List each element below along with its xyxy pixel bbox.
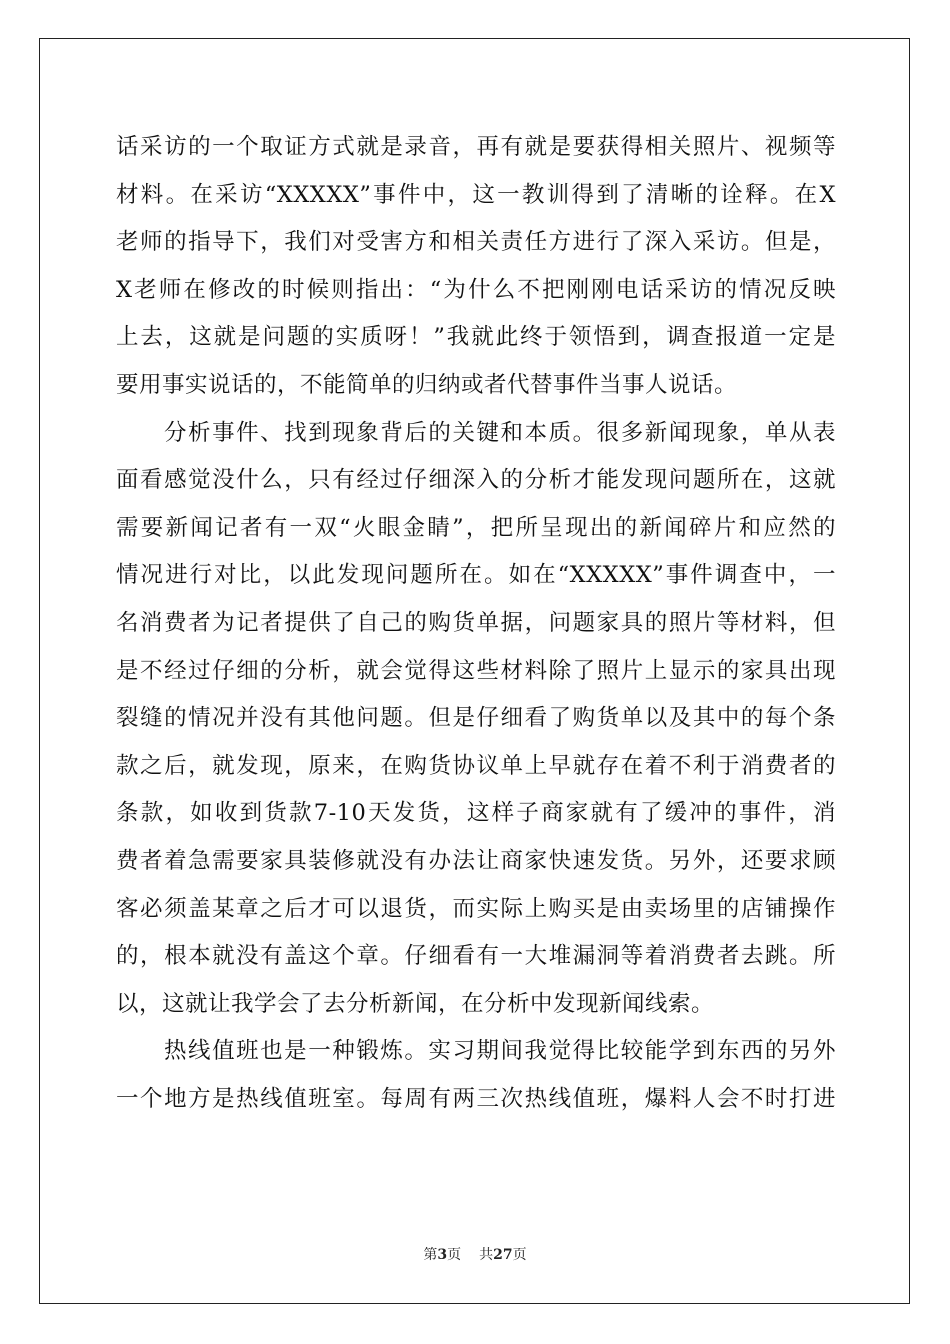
total-pages-number: 27 (493, 1247, 513, 1263)
text-line: 款之后，就发现，原来，在购货协议单上早就存在着不利于消费者的 (116, 752, 836, 779)
text-line: 分析事件、找到现象背后的关键和本质。很多新闻现象，单从表 (164, 419, 836, 446)
page-footer (0, 1244, 950, 1264)
page-suffix: 页 (447, 1247, 462, 1263)
text-line: 热线值班也是一种锻炼。实习期间我觉得比较能学到东西的另外 (164, 1038, 836, 1065)
paragraph (116, 1028, 836, 1123)
text-line: 是不经过仔细的分析，就会觉得这些材料除了照片上显示的家具出现 (116, 657, 836, 684)
total-prefix: 共 (479, 1247, 494, 1263)
text-line: 的，根本就没有盖这个章。仔细看有一大堆漏洞等着消费者去跳。所 (116, 943, 836, 970)
document-body (116, 124, 836, 1123)
text-line: 客必须盖某章之后才可以退货，而实际上购买是由卖场里的店铺操作 (116, 895, 836, 922)
text-line: 要用事实说话的，不能简单的归纳或者代替事件当事人说话。 (116, 371, 738, 398)
text-line: X老师在修改的时候则指出：“为什么不把刚刚电话采访的情况反映 (116, 276, 836, 303)
text-line: 材料。在采访“XXXXX”事件中，这一教训得到了清晰的诠释。在X (116, 181, 836, 208)
text-line: 裂缝的情况并没有其他问题。但是仔细看了购货单以及其中的每个条 (116, 705, 836, 732)
text-line: 老师的指导下，我们对受害方和相关责任方进行了深入采访。但是， (116, 229, 836, 256)
text-line: 名消费者为记者提供了自己的购货单据，问题家具的照片等材料，但 (116, 609, 836, 636)
paragraph (116, 124, 836, 410)
text-line: 条款，如收到货款7-10天发货，这样子商家就有了缓冲的事件，消 (116, 800, 836, 827)
text-line: 一个地方是热线值班室。每周有两三次热线值班，爆料人会不时打进 (116, 1085, 836, 1112)
page-prefix: 第 (423, 1247, 438, 1263)
text-line: 话采访的一个取证方式就是录音，再有就是要获得相关照片、视频等 (116, 134, 836, 160)
total-suffix: 页 (512, 1247, 527, 1263)
text-line: 以，这就让我学会了去分析新闻，在分析中发现新闻线索。 (116, 990, 715, 1017)
text-line: 面看感觉没什么，只有经过仔细深入的分析才能发现问题所在，这就 (116, 467, 836, 494)
current-page-number: 3 (437, 1247, 448, 1263)
text-line: 需要新闻记者有一双“火眼金睛”，把所呈现出的新闻碎片和应然的 (116, 514, 836, 541)
paragraph (116, 410, 836, 1029)
text-line: 上去，这就是问题的实质呀！”我就此终于领悟到，调查报道一定是 (116, 324, 836, 351)
text-line: 费者着急需要家具装修就没有办法让商家快速发货。另外，还要求顾 (116, 847, 836, 874)
text-line: 情况进行对比，以此发现问题所在。如在“XXXXX”事件调查中，一 (116, 562, 836, 589)
